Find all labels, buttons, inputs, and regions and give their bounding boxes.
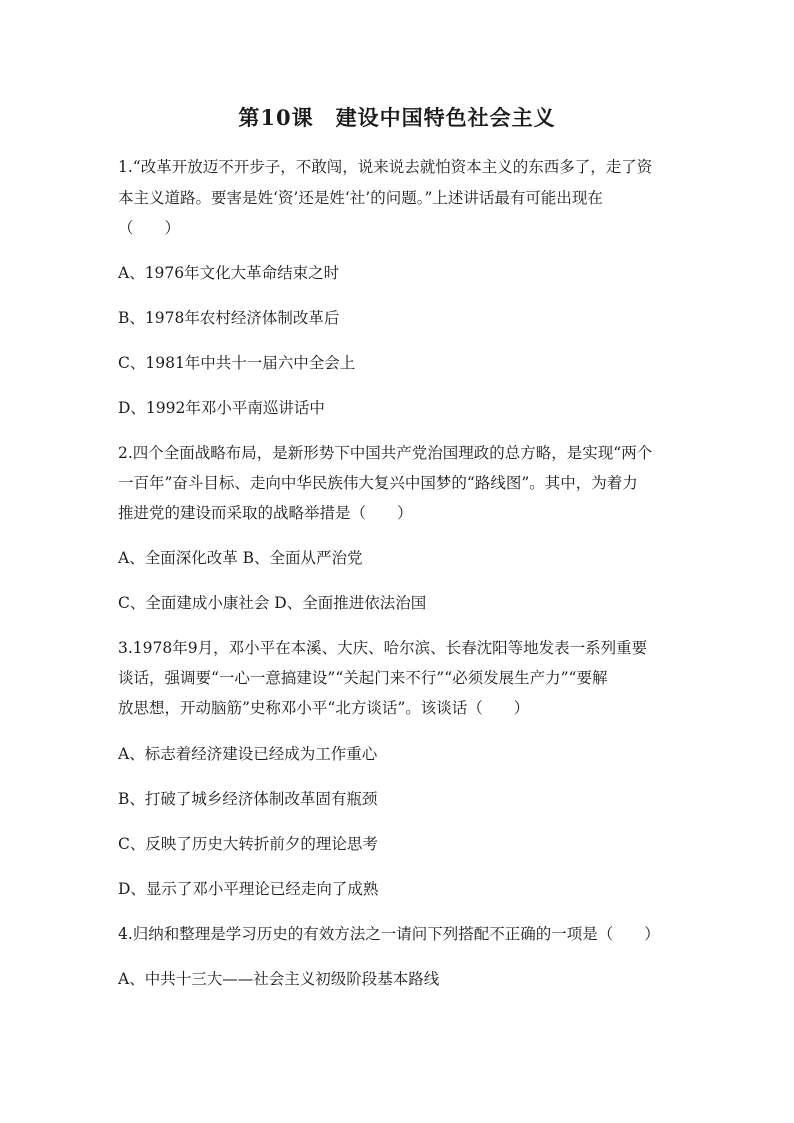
q3-stem-line-1: 3.1978年9月，邓小平在本溪、大庆、哈尔滨、长春沈阳等地发表一系列重要 [118,639,648,657]
q1-stem-line-1: 1.“改革开放迈不开步子，不敢闯，说来说去就怕资本主义的东西多了，走了资 [118,158,653,176]
q3-option-b: B、打破了城乡经济体制改革固有瓶颈 [118,790,378,808]
q2-options-cd: C、全面建成小康社会 D、全面推进依法治国 [118,594,427,612]
q3-option-d: D、显示了邓小平理论已经走向了成熟 [118,880,379,898]
q2-options-ab: A、全面深化改革 B、全面从严治党 [118,549,363,567]
q3-option-c: C、反映了历史大转折前夕的理论思考 [118,835,378,853]
q3-stem-line-3: 放思想，开动脑筋”史称邓小平“北方谈话”。该谈话（ ） [118,699,530,717]
q1-option-a: A、1976年文化大革命结束之时 [118,264,340,282]
q4-option-a: A、中共十三大——社会主义初级阶段基本路线 [118,970,440,988]
q3-stem-line-2: 谈话，强调要“一心一意搞建设”“关起门来不行”“必须发展生产力”“要解 [118,669,608,687]
q1-answer-blank: （ ） [118,219,181,237]
q4-stem-line-1: 4.归纳和整理是学习历史的有效方法之一请问下列搭配不正确的一项是（ ） [118,925,660,943]
q3-option-a: A、标志着经济建设已经成为工作重心 [118,745,378,763]
q2-stem-line-2: 一百年”奋斗目标、走向中华民族伟大复兴中国梦的“路线图”。其中，为着力 [118,474,638,492]
q2-stem-line-3: 推进党的建设而采取的战略举措是（ ） [118,504,413,522]
q1-option-b: B、1978年农村经济体制改革后 [118,309,340,327]
page-title: 第10课 建设中国特色社会主义 [238,105,556,130]
q1-stem-line-2: 本主义道路。要害是姓‘资’还是姓‘社’的问题。”上述讲话最有可能出现在 [118,189,603,207]
q1-option-c: C、1981年中共十一届六中全会上 [118,354,356,372]
q2-stem-line-1: 2.四个全面战略布局，是新形势下中国共产党治国理政的总方略，是实现“两个 [118,444,653,462]
q1-option-d: D、1992年邓小平南巡讲话中 [118,399,325,417]
